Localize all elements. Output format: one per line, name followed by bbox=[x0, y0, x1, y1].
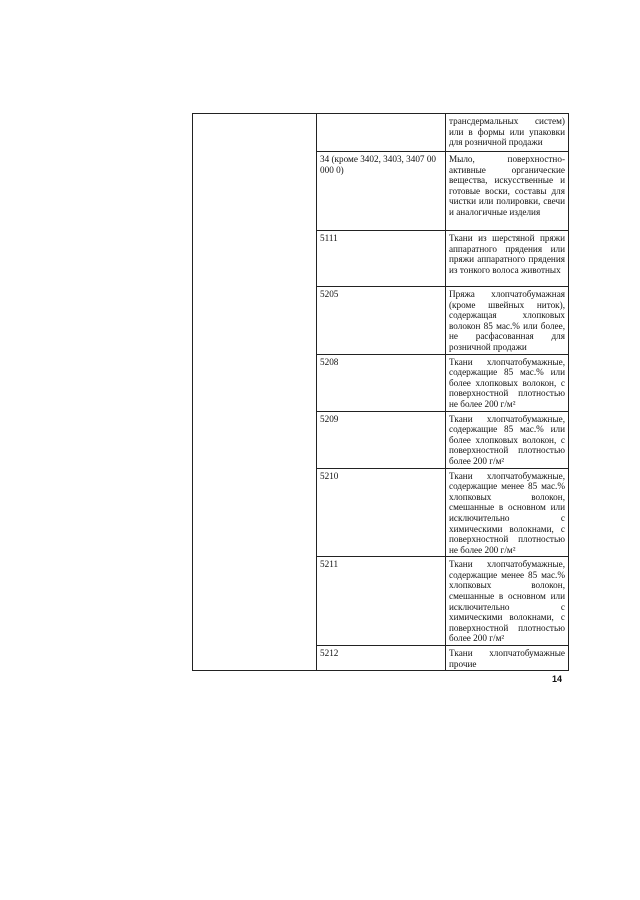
code-cell: 5208 bbox=[317, 354, 446, 411]
code-cell: 5111 bbox=[317, 231, 446, 287]
page-number: 14 bbox=[552, 674, 563, 684]
description-cell: Ткани хлопчатобумажные, содержащие менее 85 мас.% хлопковых волокон, смешанные в основном или исключительно с химическими волокнами, с поверхностной плотностью не более 200 г/м² bbox=[446, 468, 569, 557]
code-cell: 5209 bbox=[317, 411, 446, 468]
table-cell-empty bbox=[193, 114, 317, 671]
code-cell: 5210 bbox=[317, 468, 446, 557]
code-cell: 5212 bbox=[317, 646, 446, 671]
description-cell: Ткани хлопчатобумажные, содержащие 85 мас.% или более хлопковых волокон, с поверхностной плотностью более 200 г/м² bbox=[446, 411, 569, 468]
code-cell: 34 (кроме 3402, 3403, 3407 00 000 0) bbox=[317, 152, 446, 231]
goods-table bbox=[192, 113, 569, 671]
description-cell: Мыло, поверхностно-активные органические вещества, искусственные и готовые воски, составы для чистки или полировки, свечи и аналогичные изделия bbox=[446, 152, 569, 231]
table-row bbox=[193, 114, 569, 152]
description-cell: Ткани хлопчатобумажные прочие bbox=[446, 646, 569, 671]
code-cell: 5211 bbox=[317, 557, 446, 646]
code-cell: 5205 bbox=[317, 287, 446, 355]
description-cell: Пряжа хлопчатобумажная (кроме швейных ниток), содержащая хлопковых волокон 85 мас.% или более, не расфасованная для розничной продажи bbox=[446, 287, 569, 355]
description-cell: Ткани хлопчатобумажные, содержащие 85 мас.% или более хлопковых волокон, с поверхностной плотностью не более 200 г/м² bbox=[446, 354, 569, 411]
description-cell: Ткани из шерстяной пряжи аппаратного прядения или пряжи аппаратного прядения из тонкого волоса животных bbox=[446, 231, 569, 287]
description-cell: трансдермальных систем) или в формы или упаковки для розничной продажи bbox=[446, 114, 569, 152]
code-cell bbox=[317, 114, 446, 152]
description-cell: Ткани хлопчатобумажные, содержащие менее 85 мас.% хлопковых волокон, смешанные в основном или исключительно с химическими волокнами, с поверхностной плотностью более 200 г/м² bbox=[446, 557, 569, 646]
